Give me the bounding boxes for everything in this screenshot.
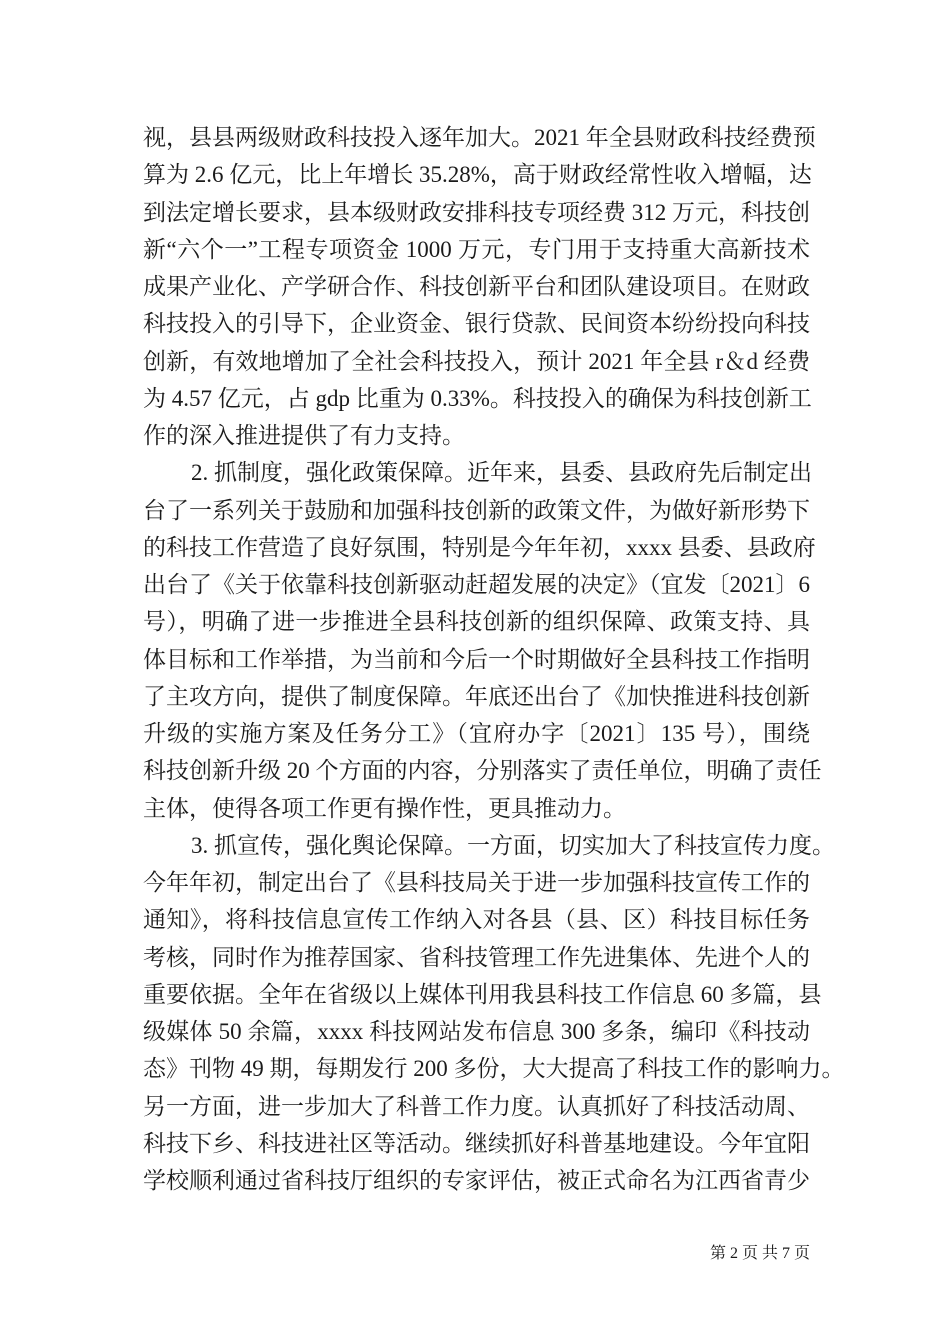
text-line: 台了一系列关于鼓励和加强科技创新的政策文件，为做好新形势下 (143, 497, 810, 523)
paragraph-3 (143, 827, 845, 1200)
text-line: 成果产业化、产学研合作、科技创新平台和团队建设项目。在财政 (143, 274, 810, 299)
text-line: 科技投入的引导下，企业资金、银行贷款、民间资本纷纷投向科技 (143, 311, 810, 337)
text-line: 视，县县两级财政科技投入逐年加大。2021 年全县财政科技经费预 (143, 125, 816, 150)
text-line: 科技创新升级 20 个方面的内容，分别落实了责任单位，明确了责任 (143, 758, 822, 784)
text-line: 体目标和工作举措，为当前和今后一个时期做好全县科技工作指明 (143, 646, 810, 672)
text-line: 态》刊物 49 期，每期发行 200 多份，大大提高了科技工作的影响力。 (143, 1056, 845, 1082)
text-line: 科技下乡、科技进社区等活动。继续抓好科普基地建设。今年宜阳 (143, 1130, 810, 1156)
text-line: 出台了《关于依靠科技创新驱动赶超发展的决定》（宜发〔2021〕6 (143, 572, 810, 597)
document-body (143, 119, 845, 1199)
text-line: 新“六个一”工程专项资金 1000 万元，专门用于支持重大高新技术 (143, 236, 810, 262)
text-line: 通知》，将科技信息宣传工作纳入对各县（县、区）科技目标任务 (143, 907, 810, 933)
text-line: 为 4.57 亿元，占 gdp 比重为 0.33%。科技投入的确保为科技创新工 (143, 385, 812, 411)
text-line: 了主攻方向，提供了制度保障。年底还出台了《加快推进科技创新 (143, 683, 810, 709)
text-line: 2. 抓制度，强化政策保障。近年来，县委、县政府先后制定出 (191, 460, 812, 486)
paragraph-1 (143, 119, 816, 454)
text-line: 学校顺利通过省科技厅组织的专家评估，被正式命名为江西省青少 (143, 1168, 810, 1193)
text-line: 考核，同时作为推荐国家、省科技管理工作先进集体、先进个人的 (143, 944, 810, 970)
text-line: 创新，有效地增加了全社会科技投入，预计 2021 年全县 r＆d 经费 (143, 348, 810, 374)
text-line: 号），明确了进一步推进全县科技创新的组织保障、政策支持、具 (143, 609, 810, 635)
text-line: 主体，使得各项工作更有操作性，更具推动力。 (143, 795, 626, 821)
text-line: 算为 2.6 亿元，比上年增长 35.28%，高于财政经常性收入增幅，达 (143, 162, 812, 188)
page-number-footer: 第 2 页 共 7 页 (709, 1245, 810, 1262)
text-line: 重要依据。全年在省级以上媒体刊用我县科技工作信息 60 多篇，县 (143, 981, 822, 1007)
text-line: 作的深入推进提供了有力支持。 (143, 423, 465, 448)
text-line: 今年年初，制定出台了《县科技局关于进一步加强科技宣传工作的 (143, 870, 810, 895)
paragraph-2 (143, 454, 822, 827)
text-line: 另一方面，进一步加大了科普工作力度。认真抓好了科技活动周、 (143, 1093, 810, 1119)
text-line: 级媒体 50 余篇，xxxx 科技网站发布信息 300 多条，编印《科技动 (143, 1019, 810, 1044)
text-line: 升级的实施方案及任务分工》（宜府办字〔2021〕135 号），围绕 (143, 721, 810, 746)
text-line: 到法定增长要求，县本级财政安排科技专项经费 312 万元，科技创 (143, 199, 810, 225)
text-line: 的科技工作营造了良好氛围，特别是今年年初，xxxx 县委、县政府 (143, 534, 816, 560)
text-line: 3. 抓宣传，强化舆论保障。一方面，切实加大了科技宣传力度。 (191, 832, 835, 858)
